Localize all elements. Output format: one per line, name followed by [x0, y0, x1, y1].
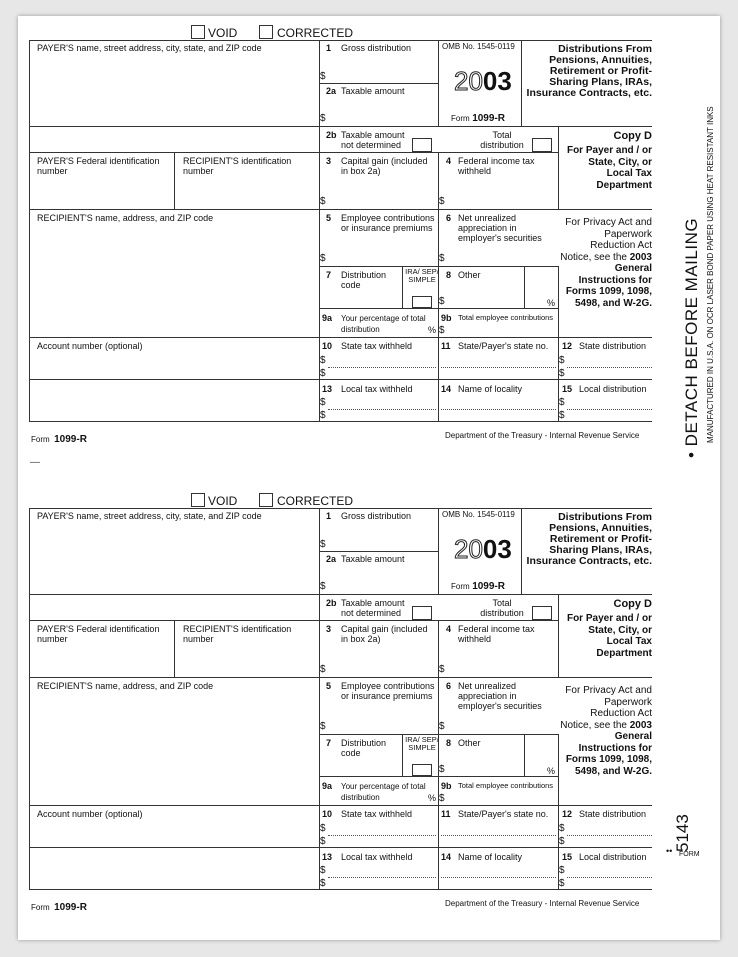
- corrected-label: CORRECTED: [277, 494, 354, 508]
- void-label: VOID: [208, 494, 238, 508]
- copy-d-title: Copy D: [613, 130, 652, 142]
- box6-dollar: $: [439, 721, 445, 732]
- box13-dollar-2: $: [320, 410, 326, 421]
- box5-dollar: $: [320, 253, 326, 264]
- box11-number: 11: [441, 809, 451, 819]
- account-number-field[interactable]: [30, 822, 318, 846]
- box13-label: Local tax withheld: [341, 384, 413, 394]
- total-distribution-checkbox[interactable]: [532, 606, 552, 620]
- box2b-number: 2b: [326, 130, 337, 140]
- box12-dollar-1: $: [559, 823, 565, 834]
- box1-label: Gross distribution: [341, 43, 412, 53]
- box12-field[interactable]: [567, 354, 652, 378]
- box7-label: Distribution code: [341, 738, 387, 758]
- box15-dollar-2: $: [559, 878, 565, 889]
- box8-field[interactable]: [447, 752, 522, 774]
- form-1099r-bottom: [0, 468, 738, 918]
- box13-dollar-1: $: [320, 397, 326, 408]
- box4-field[interactable]: [447, 180, 555, 207]
- box9b-label: Total employee contributions: [458, 781, 554, 790]
- box4-number: 4: [446, 156, 452, 166]
- box10-field[interactable]: [328, 354, 436, 378]
- box7-number: 7: [326, 738, 332, 748]
- box1-field[interactable]: [328, 56, 436, 82]
- box7-label: Distribution code: [341, 270, 387, 290]
- box5-number: 5: [326, 213, 332, 223]
- box12-label: State distribution: [579, 809, 647, 819]
- taxable-not-determined-checkbox[interactable]: [412, 138, 432, 152]
- box9b-field[interactable]: [447, 792, 555, 804]
- box4-label: Federal income tax withheld: [458, 624, 535, 644]
- box8-percent: %: [547, 298, 556, 308]
- recipient-name-field[interactable]: [30, 694, 318, 804]
- box9b-number: 9b: [441, 781, 452, 791]
- box14-label: Name of locality: [458, 852, 523, 862]
- box13-field[interactable]: [328, 864, 436, 888]
- total-distribution-label: Total distribution: [480, 598, 524, 618]
- form-title: Distributions From Pensions, Annuities, Retirement or Profit-Sharing Plans, IRAs, Insurance Contracts, etc.: [526, 511, 652, 567]
- box5-label: Employee contributions or insurance premiums: [341, 213, 435, 233]
- box3-dollar: $: [320, 664, 326, 675]
- box15-label: Local distribution: [579, 384, 647, 394]
- box2b-label: Taxable amount not determined: [341, 130, 405, 150]
- box2a-dollar: $: [320, 581, 326, 592]
- omb-number: OMB No. 1545-0119: [442, 510, 515, 519]
- box8-field[interactable]: [447, 284, 522, 306]
- box9b-number: 9b: [441, 313, 452, 323]
- copy-d-description: For Payer and / or State, City, or Local Tax Department: [566, 613, 652, 659]
- box5-dollar: $: [320, 721, 326, 732]
- box15-field[interactable]: [567, 396, 652, 420]
- recipient-name-field[interactable]: [30, 226, 318, 336]
- box3-field[interactable]: [328, 648, 436, 675]
- box1-dollar: $: [320, 71, 326, 82]
- box9a-label: Your percentage of total distribution: [341, 782, 426, 802]
- box9b-dollar: $: [439, 793, 445, 804]
- box6-field[interactable]: [447, 712, 555, 732]
- account-number-label: Account number (optional): [37, 341, 143, 351]
- box13-dollar-1: $: [320, 865, 326, 876]
- recipient-id-field[interactable]: [175, 178, 318, 208]
- ira-sep-simple-label: IRA/ SEP/ SIMPLE: [405, 735, 439, 752]
- blank-field[interactable]: [30, 380, 318, 420]
- detach-before-mailing: • DETACH BEFORE MAILING: [682, 217, 701, 458]
- box12-number: 12: [562, 809, 573, 819]
- box1-dollar: $: [320, 539, 326, 550]
- recipient-name-label: RECIPIENT'S name, address, and ZIP code: [37, 213, 214, 223]
- box3-field[interactable]: [328, 180, 436, 207]
- box11-field[interactable]: [441, 354, 556, 378]
- recipient-name-label: RECIPIENT'S name, address, and ZIP code: [37, 681, 214, 691]
- separator-mark: —: [30, 457, 40, 468]
- box8-label: Other: [458, 270, 481, 280]
- box10-label: State tax withheld: [341, 341, 413, 351]
- payer-federal-id-label: PAYER'S Federal identification number: [37, 624, 160, 644]
- box6-number: 6: [446, 681, 452, 691]
- payer-federal-id-field[interactable]: [30, 646, 173, 676]
- corrected-label: CORRECTED: [277, 26, 354, 40]
- void-label: VOID: [208, 26, 238, 40]
- box4-label: Federal income tax withheld: [458, 156, 535, 176]
- box12-label: State distribution: [579, 341, 647, 351]
- omb-number: OMB No. 1545-0119: [442, 42, 515, 51]
- box9a-percent: %: [428, 793, 437, 803]
- taxable-not-determined-checkbox[interactable]: [412, 606, 432, 620]
- box5-number: 5: [326, 681, 332, 691]
- box13-dollar-2: $: [320, 878, 326, 889]
- box15-dollar-2: $: [559, 410, 565, 421]
- box15-number: 15: [562, 384, 573, 394]
- corrected-checkbox[interactable]: [259, 493, 273, 507]
- box12-dollar-2: $: [559, 836, 565, 847]
- box10-number: 10: [322, 341, 333, 351]
- box6-dollar: $: [439, 253, 445, 264]
- box8-number: 8: [446, 738, 452, 748]
- box6-label: Net unrealized appreciation in employer's securities: [458, 213, 542, 243]
- box12-number: 12: [562, 341, 573, 351]
- ira-sep-simple-checkbox[interactable]: [412, 764, 432, 776]
- box4-dollar: $: [439, 664, 445, 675]
- box6-field[interactable]: [447, 244, 555, 264]
- box10-field[interactable]: [328, 822, 436, 846]
- form-footer-label: Form 1099-R: [31, 434, 87, 445]
- box14-number: 14: [441, 852, 452, 862]
- box11-field[interactable]: [441, 822, 556, 846]
- box14-number: 14: [441, 384, 452, 394]
- form-label-small: Form 1099-R: [451, 581, 505, 592]
- box9b-dollar: $: [439, 325, 445, 336]
- irs-department: Department of the Treasury - Internal Revenue Service: [445, 431, 640, 440]
- box8-label: Other: [458, 738, 481, 748]
- box1-label: Gross distribution: [341, 511, 412, 521]
- box11-label: State/Payer's state no.: [458, 809, 549, 819]
- privacy-notice: For Privacy Act and Paperwork Reduction Act Notice, see the 2003 General Instructions for Forms 1099, 1098, 5498, and W-2G.: [560, 217, 652, 309]
- tax-year: 2003: [454, 534, 512, 564]
- box11-number: 11: [441, 341, 451, 351]
- box2a-number: 2a: [326, 86, 337, 96]
- box10-number: 10: [322, 809, 333, 819]
- box4-field[interactable]: [447, 648, 555, 675]
- box15-label: Local distribution: [579, 852, 647, 862]
- box14-field[interactable]: [441, 396, 556, 420]
- copy-d-title: Copy D: [613, 598, 652, 610]
- manufactured-notice: MANUFACTURED IN U.S.A. ON OCR LASER BOND PAPER USING HEAT RESISTANT INKS: [706, 106, 715, 443]
- corrected-checkbox[interactable]: [259, 25, 273, 39]
- box3-number: 3: [326, 156, 332, 166]
- box5-field[interactable]: [328, 704, 436, 732]
- total-distribution-label: Total distribution: [480, 130, 524, 150]
- box1-field[interactable]: [328, 524, 436, 550]
- box2b-number: 2b: [326, 598, 337, 608]
- void-checkbox[interactable]: [191, 25, 205, 39]
- box10-dollar-1: $: [320, 823, 326, 834]
- box8-number: 8: [446, 270, 452, 280]
- box8-dollar: $: [439, 764, 445, 775]
- form-code: 5143: [673, 814, 692, 852]
- box4-number: 4: [446, 624, 452, 634]
- blank-field[interactable]: [30, 848, 318, 888]
- tax-year: 2003: [454, 66, 512, 96]
- box15-number: 15: [562, 852, 573, 862]
- box10-dollar-2: $: [320, 836, 326, 847]
- form-code-label: FORM: [679, 851, 700, 858]
- box12-dollar-2: $: [559, 368, 565, 379]
- payer-name-label: PAYER'S name, street address, city, state, and ZIP code: [37, 511, 262, 521]
- payer-name-label: PAYER'S name, street address, city, state, and ZIP code: [37, 43, 262, 53]
- box8-dollar: $: [439, 296, 445, 307]
- box15-dollar-1: $: [559, 397, 565, 408]
- form-title: Distributions From Pensions, Annuities, Retirement or Profit-Sharing Plans, IRAs, Insurance Contracts, etc.: [526, 43, 652, 99]
- box9b-label: Total employee contributions: [458, 313, 554, 322]
- form-code-dots: ••: [666, 846, 673, 856]
- box2a-field[interactable]: [328, 98, 436, 124]
- ira-sep-simple-label: IRA/ SEP/ SIMPLE: [405, 267, 439, 284]
- box3-label: Capital gain (included in box 2a): [341, 156, 428, 176]
- total-distribution-checkbox[interactable]: [532, 138, 552, 152]
- box2a-dollar: $: [320, 113, 326, 124]
- box15-dollar-1: $: [559, 865, 565, 876]
- box12-field[interactable]: [567, 822, 652, 846]
- box9a-percent: %: [428, 325, 437, 335]
- box8-percent: %: [547, 766, 556, 776]
- box2b-label: Taxable amount not determined: [341, 598, 405, 618]
- box9b-field[interactable]: [447, 324, 555, 336]
- void-checkbox[interactable]: [191, 493, 205, 507]
- box10-label: State tax withheld: [341, 809, 413, 819]
- recipient-id-label: RECIPIENT'S identification number: [183, 624, 292, 644]
- box7-number: 7: [326, 270, 332, 280]
- form-footer-label: Form 1099-R: [31, 902, 87, 913]
- box9a-label: Your percentage of total distribution: [341, 314, 426, 334]
- ira-sep-simple-checkbox[interactable]: [412, 296, 432, 308]
- payer-name-field[interactable]: [30, 54, 318, 125]
- box13-label: Local tax withheld: [341, 852, 413, 862]
- box6-number: 6: [446, 213, 452, 223]
- box10-dollar-2: $: [320, 368, 326, 379]
- box14-label: Name of locality: [458, 384, 523, 394]
- box6-label: Net unrealized appreciation in employer's securities: [458, 681, 542, 711]
- payer-name-field[interactable]: [30, 522, 318, 593]
- box13-number: 13: [322, 384, 333, 394]
- box10-dollar-1: $: [320, 355, 326, 366]
- box5-field[interactable]: [328, 236, 436, 264]
- box13-field[interactable]: [328, 396, 436, 420]
- box3-dollar: $: [320, 196, 326, 207]
- box7-field[interactable]: [328, 758, 400, 774]
- box3-label: Capital gain (included in box 2a): [341, 624, 428, 644]
- box7-field[interactable]: [328, 290, 400, 306]
- box14-field[interactable]: [441, 864, 556, 888]
- box5-label: Employee contributions or insurance premiums: [341, 681, 435, 701]
- form-1099r-top: [0, 0, 738, 450]
- privacy-notice: For Privacy Act and Paperwork Reduction Act Notice, see the 2003 General Instructions for Forms 1099, 1098, 5498, and W-2G.: [560, 685, 652, 777]
- box4-dollar: $: [439, 196, 445, 207]
- box11-label: State/Payer's state no.: [458, 341, 549, 351]
- account-number-label: Account number (optional): [37, 809, 143, 819]
- box2a-label: Taxable amount: [341, 554, 405, 564]
- box3-number: 3: [326, 624, 332, 634]
- box13-number: 13: [322, 852, 333, 862]
- account-number-field[interactable]: [30, 354, 318, 378]
- box1-number: 1: [326, 511, 332, 521]
- form-label-small: Form 1099-R: [451, 113, 505, 124]
- box2a-number: 2a: [326, 554, 337, 564]
- box9a-number: 9a: [322, 313, 333, 323]
- box2a-field[interactable]: [328, 566, 436, 592]
- recipient-id-label: RECIPIENT'S identification number: [183, 156, 292, 176]
- payer-federal-id-field[interactable]: [30, 178, 173, 208]
- box1-number: 1: [326, 43, 332, 53]
- payer-federal-id-label: PAYER'S Federal identification number: [37, 156, 160, 176]
- recipient-id-field[interactable]: [175, 646, 318, 676]
- box15-field[interactable]: [567, 864, 652, 888]
- box2a-label: Taxable amount: [341, 86, 405, 96]
- box9a-number: 9a: [322, 781, 333, 791]
- irs-department: Department of the Treasury - Internal Revenue Service: [445, 899, 640, 908]
- box12-dollar-1: $: [559, 355, 565, 366]
- copy-d-description: For Payer and / or State, City, or Local Tax Department: [566, 145, 652, 191]
